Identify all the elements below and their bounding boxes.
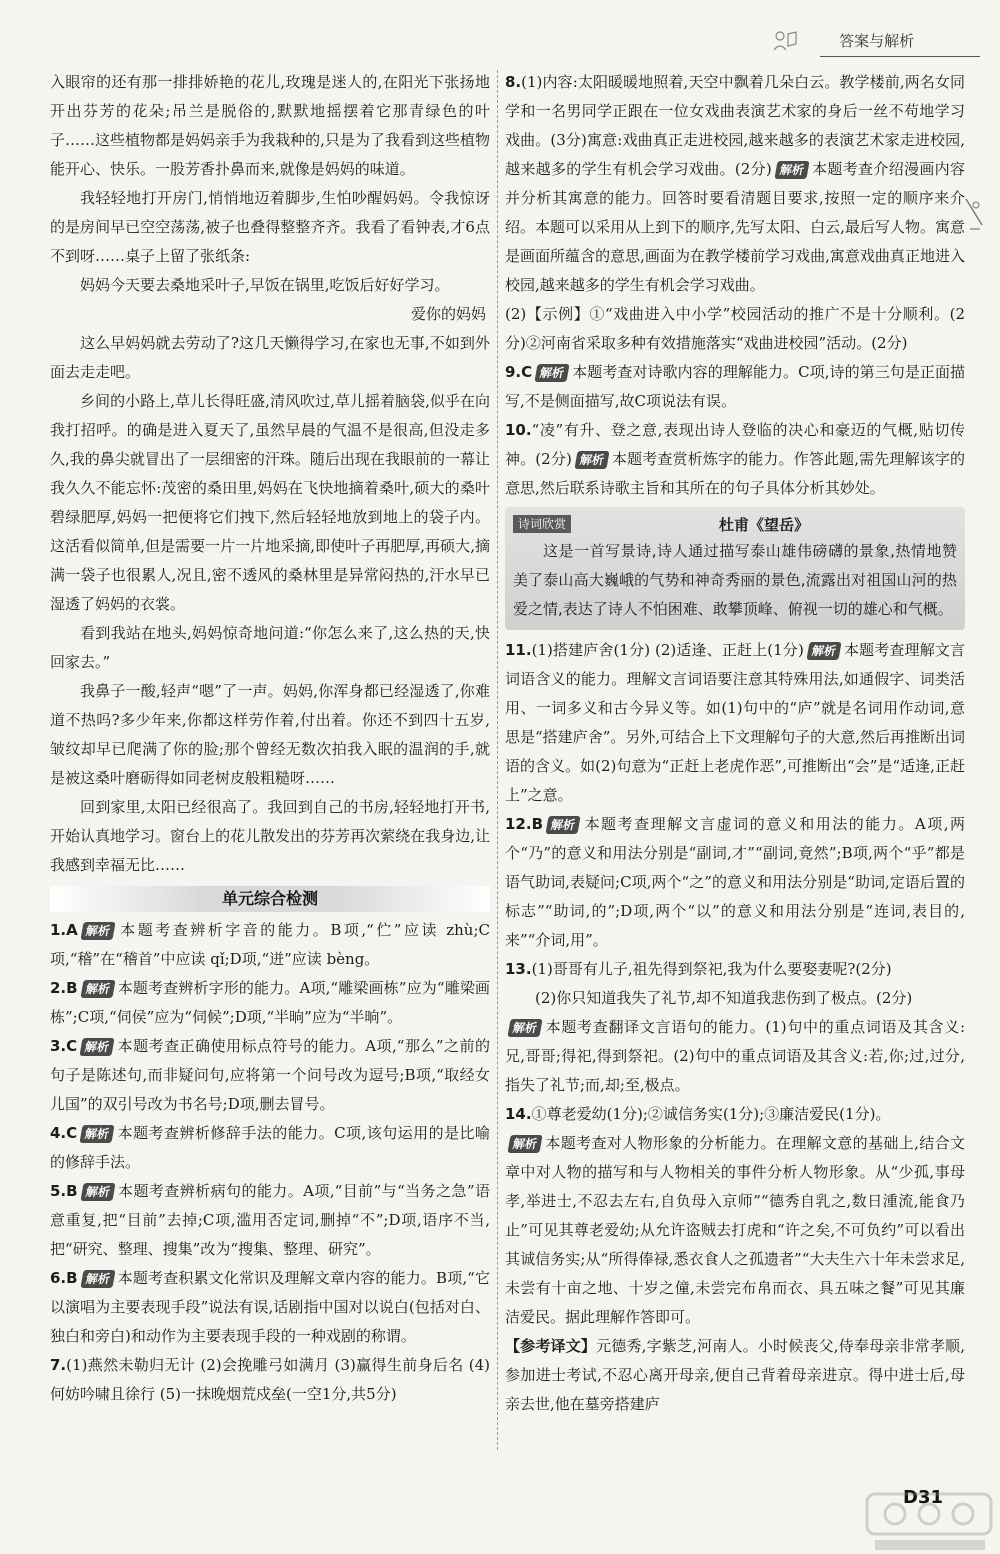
- item-text: (1)燕然未勒归无计 (2)会挽雕弓如满月 (3)赢得生前身后名 (4)何妨吟啸且徐行 (5)一抹晚烟荒戍垒(一空1分,共5分): [50, 1356, 490, 1403]
- analysis-tag: 解析: [507, 1135, 542, 1153]
- item-number: 9.C: [505, 363, 533, 381]
- item-answer: “凌”有升、登之意,表现出诗人登临的决心和豪迈的气概,贴切传神。(2分): [505, 421, 965, 468]
- item-number: 13.: [505, 960, 532, 978]
- right-column: [505, 68, 965, 1419]
- note-signature: 爱你的妈妈: [410, 305, 486, 323]
- item-number: 8.: [505, 73, 522, 91]
- item-text: 本题考查赏析炼字的能力。作答此题,需先理解该字的意思,然后联系诗歌主旨和其所在的句子具体分析其妙处。: [505, 450, 966, 497]
- item-text: 本题考查翻译文言语句的能力。(1)句中的重点词语及其含义:兄,哥哥;得祀,得到祭祀。(2)句中的重点词语及其含义:若,你;过,过分,指失了礼节;而,却;至,极点。: [505, 1018, 965, 1094]
- item-text: 本题考查积累文化常识及理解文章内容的能力。B项,“它以演唱为主要表现手段”说法有误,话剧指中国对以说白(包括对白、独白和旁白)和动作为主要表现手段的一种戏剧的称谓。: [50, 1269, 490, 1345]
- item-number: 11.: [505, 641, 532, 659]
- answer-item: [50, 1351, 490, 1409]
- item-text: 本题考查正确使用标点符号的能力。A项,“那么”之前的句子是陈述句,而非疑问句,应将第一个问号改为逗号;B项,“取经女儿国”的双引号改为书名号;D项,删去冒号。: [50, 1037, 490, 1113]
- column-divider: [497, 70, 498, 1450]
- analysis-tag: 解析: [80, 1183, 115, 1201]
- item-number: 14.: [505, 1105, 532, 1123]
- analysis-tag: 解析: [80, 1125, 115, 1143]
- answer-item: [505, 955, 965, 984]
- item-text: 本题考查对诗歌内容的理解能力。C项,诗的第三句是正面描写,不是侧面描写,故C项说法有误。: [505, 363, 965, 410]
- reference-translation: [505, 1332, 965, 1419]
- item-answer: (1)哥哥有儿子,祖先得到祭祀,我为什么要娶妻呢?(2分): [531, 960, 892, 978]
- answer-item: [505, 300, 965, 358]
- header-title-wrap: [770, 30, 914, 51]
- item-answer: (2)【示例】①“戏曲进入中小学”校园活动的推广不是十分顺利。(2分)②河南省采取多种有效措施落实“戏曲进校园”活动。(2分): [505, 305, 965, 352]
- item-number: 6.B: [50, 1269, 78, 1287]
- analysis-tag: 解析: [774, 161, 809, 179]
- item-text: 本题考查辨析修辞手法的能力。C项,该句运用的是比喻的修辞手法。: [50, 1124, 490, 1171]
- essay-paragraph: 我鼻子一酸,轻声“嗯”了一声。妈妈,你浑身都已经湿透了,你难道不热吗?多少年来,你都这样劳作着,付出着。你还不到四十五岁,皱纹却早已爬满了你的脸;那个曾经无数次拍我入眠的温润的手,就是被这桑叶磨砺得如同老树皮般粗糙呀……: [50, 682, 490, 787]
- answer-item: [505, 984, 965, 1013]
- watermark-logo-icon: [865, 1490, 995, 1554]
- essay-paragraph: 乡间的小路上,草儿长得旺盛,清风吹过,草儿摇着脑袋,似乎在向我打招呼。的确是进入夏天了,虽然早晨的气温不是很高,但没走多久,我的鼻尖就冒出了一层细密的汗珠。随后出现在我眼前的一幕让我久久不能忘怀:茂密的桑田里,妈妈在飞快地摘着桑叶,硕大的桑叶碧绿肥厚,妈妈一把便将它们拽下,然后轻轻地放到地上的袋子内。这活看似简单,但是需要一片一片地采摘,即使叶子再肥厚,再硕大,摘满一袋子也很累人,况且,密不透风的桑林里是异常闷热的,汗水早已湿透了妈妈的衣裳。: [50, 392, 490, 613]
- item-number: 2.B: [50, 979, 78, 997]
- pencil-figure-icon: [962, 195, 988, 235]
- item-text: 本题考查对人物形象的分析能力。在理解文意的基础上,结合文章中对人物的描写和与人物相关的事件分析人物形象。从“少孤,事母孝,举进士,不忍去左右,自负母入京师”“德秀自乳之,数日湩流,能食乃止”可见其尊老爱幼;从允许盗贼去打虎和“许之矣,不可负约”可以看出其诚信务实;从“所得俸禄,悉衣食人之孤遗者”“大夫生六十年未尝求足,未尝有十亩之地、十岁之僮,未尝完布帛而衣、具五味之餐”可见其廉洁爱民。据此理解作答即可。: [505, 1134, 965, 1326]
- poem-appreciation-box: [505, 507, 965, 630]
- answer-item: [50, 1264, 490, 1351]
- item-answer: (1)内容:太阳暖暖地照着,天空中飘着几朵白云。教学楼前,两名女同学和一名男同学正跟在一位女戏曲表演艺术家的身后一丝不苟地学习戏曲。(3分)寓意:戏曲真正走进校园,越来越多的表演艺术家走进校园,越来越多的学生有机会学习戏曲。(2分): [505, 73, 965, 178]
- item-number: 7.: [50, 1356, 67, 1374]
- answer-item: [50, 1177, 490, 1264]
- answer-item: [505, 1013, 965, 1100]
- essay-paragraph: 看到我站在地头,妈妈惊奇地问道:“你怎么来了,这么热的天,快回家去。”: [50, 624, 490, 671]
- analysis-tag: 解析: [80, 922, 115, 940]
- item-number: 10.: [505, 421, 532, 439]
- essay-paragraph: 我轻轻地打开房门,悄悄地迈着脚步,生怕吵醒妈妈。令我惊讶的是房间早已空空荡荡,被子也叠得整整齐齐。我看了看钟表,才6点不到呀……桌子上留了张纸条:: [50, 189, 490, 265]
- reference-text: 元德秀,字紫芝,河南人。小时候丧父,侍奉母亲非常孝顺,参加进士考试,不忍心离开母亲,便自己背着母亲进京。得中进士后,母亲去世,他在墓旁搭建庐: [505, 1337, 965, 1413]
- poem-box-tag: 诗词欣赏: [513, 515, 571, 533]
- answer-item: [505, 358, 965, 416]
- essay-paragraph: 这么早妈妈就去劳动了?这几天懒得学习,在家也无事,不如到外面去走走吧。: [50, 334, 490, 381]
- answer-item: [505, 636, 965, 810]
- answer-item: [505, 810, 965, 955]
- analysis-tag: 解析: [574, 451, 609, 469]
- analysis-tag: 解析: [507, 1019, 542, 1037]
- essay-paragraph: 入眼帘的还有那一排排娇艳的花儿,玫瑰是迷人的,在阳光下张扬地开出芬芳的花朵;吊兰是脱俗的,默默地摇摆着它那青绿色的叶子……这些植物都是妈妈亲手为我栽种的,只是为了我看到这些植物能开心、快乐。一股芳香扑鼻而来,就像是妈妈的味道。: [50, 73, 490, 178]
- answer-item: [50, 1119, 490, 1177]
- item-text: 本题考查理解文言虚词的意义和用法的能力。A项,两个“乃”的意义和用法分别是“副词,才”“副词,竟然”;B项,两个“乎”都是语气助词,表疑问;C项,两个“之”的意义和用法分别是“助词,定语后置的标志”“助词,的”;D项,两个“以”的意义和用法分别是“连词,表目的,来”“介词,用”。: [505, 815, 965, 949]
- analysis-tag: 解析: [806, 642, 841, 660]
- item-number: 1.A: [50, 921, 78, 939]
- answer-item: [505, 68, 965, 300]
- item-text: 本题考查辨析病句的能力。A项,“目前”与“当务之急”语意重复,把“目前”去掉;C项,滥用否定词,删掉“不”;D项,语序不当,把“研究、整理、搜集”改为“搜集、整理、研究”。: [50, 1182, 490, 1258]
- poem-box-title: 杜甫《望岳》: [719, 515, 810, 534]
- answer-item: [50, 1032, 490, 1119]
- item-number: 3.C: [50, 1037, 78, 1055]
- item-answer: (2)你只知道我失了礼节,却不知道我悲伤到了极点。(2分): [535, 989, 913, 1007]
- item-answer: (1)搭建庐舍(1分) (2)适逢、正赶上(1分): [531, 641, 804, 659]
- answer-item: [50, 916, 490, 974]
- item-text: 本题考查介绍漫画内容并分析其寓意的能力。回答时要看清题目要求,按照一定的顺序来介绍。本题可以采用从上到下的顺序,先写太阳、白云,最后写人物。寓意是画面所蕴含的意思,画面为在教学楼前学习戏曲,寓意戏曲真正地进入校园,越来越多的学生有机会学习戏曲。: [505, 160, 965, 294]
- section-title: 单元综合检测: [50, 886, 490, 912]
- item-number: 5.B: [50, 1182, 78, 1200]
- item-answer: ①尊老爱幼(1分);②诚信务实(1分);③廉洁爱民(1分)。: [531, 1105, 891, 1123]
- page-number: D31: [903, 1487, 943, 1508]
- note-text: 妈妈今天要去桑地采叶子,早饭在锅里,吃饭后好好学习。: [80, 276, 450, 294]
- poem-box-text: 这是一首写景诗,诗人通过描写泰山雄伟磅礴的景象,热情地赞美了泰山高大巍峨的气势和神奇秀丽的景色,流露出对祖国山河的热爱之情,表达了诗人不怕困难、敢攀顶峰、俯视一切的雄心和气概。: [513, 542, 957, 618]
- header-title: 答案与解析: [839, 32, 915, 50]
- left-column: [50, 68, 490, 1409]
- reference-label: 【参考译文】: [505, 1337, 597, 1355]
- header-decoration: [770, 32, 810, 50]
- answer-item: [505, 1100, 965, 1129]
- answer-item: [50, 974, 490, 1032]
- poem-box-header: [513, 511, 957, 537]
- item-text: 本题考查辨析字音的能力。B项,“伫”应读 zhù;C项,“稽”在“稽首”中应读 qǐ;D项,“迸”应读 bèng。: [50, 921, 490, 968]
- item-number: 12.B: [505, 815, 544, 833]
- item-text: 本题考查辨析字形的能力。A项,“雕梁画栋”应为“雕梁画栋”;C项,“伺侯”应为“伺候”;D项,“半晌”应为“半晌”。: [50, 979, 490, 1026]
- header-rule: [820, 56, 980, 57]
- analysis-tag: 解析: [80, 1270, 115, 1288]
- essay-paragraph: 回到家里,太阳已经很高了。我回到自己的书房,轻轻地打开书,开始认真地学习。窗台上的花儿散发出的芬芳再次萦绕在我身边,让我感到幸福无比……: [50, 798, 490, 874]
- analysis-tag: 解析: [535, 364, 570, 382]
- item-number: 4.C: [50, 1124, 78, 1142]
- analysis-tag: 解析: [80, 980, 115, 998]
- answer-item: [505, 416, 965, 503]
- answer-item: [505, 1129, 965, 1332]
- analysis-tag: 解析: [80, 1038, 115, 1056]
- analysis-tag: 解析: [545, 816, 580, 834]
- item-text: 本题考查理解文言词语含义的能力。理解文言词语要注意其特殊用法,如通假字、词类活用、一词多义和古今异义等。如(1)句中的“庐”就是名词用作动词,意思是“搭建庐舍”。另外,可结合上下文理解句子的大意,然后再推断出词语的含义。如(2)句意为“正赶上老虎作恶”,可推断出“会”是“适逢,正赶上”之意。: [505, 641, 965, 804]
